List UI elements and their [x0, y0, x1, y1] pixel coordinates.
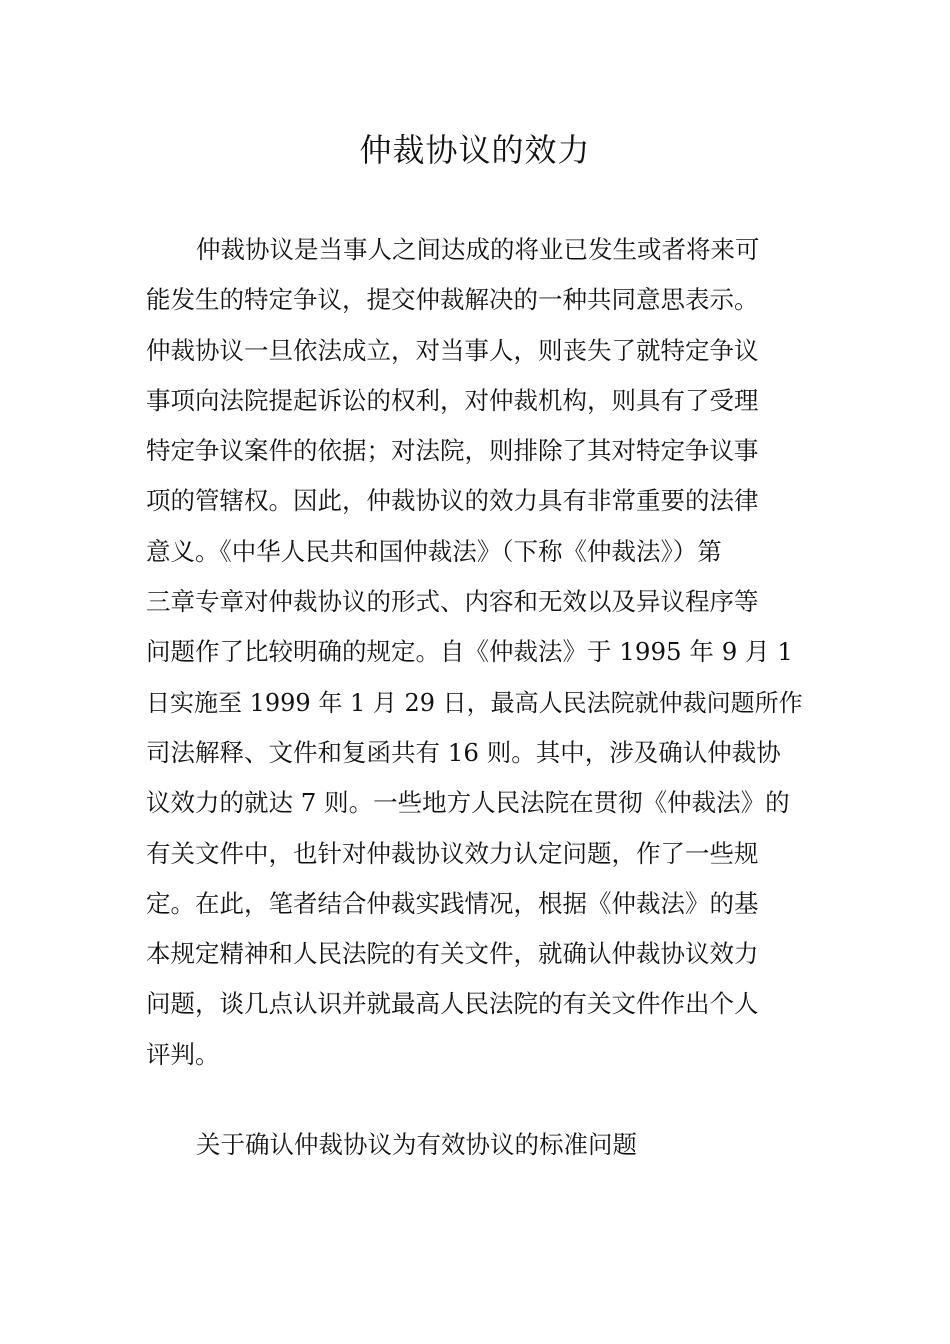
paragraph-line: 仲裁协议一旦依法成立，对当事人，则丧失了就特定争议 [146, 335, 759, 365]
paragraph-line: 特定争议案件的依据；对法院，则排除了其对特定争议事 [146, 436, 759, 466]
document-title: 仲裁协议的效力 [359, 131, 591, 169]
body-paragraph [146, 225, 808, 1080]
paragraph-line: 有关文件中，也针对仲裁协议效力认定问题，作了一些规 [146, 838, 759, 868]
paragraph-line: 项的管辖权。因此，仲裁协议的效力具有非常重要的法律 [146, 486, 759, 516]
paragraph-line: 意义。《中华人民共和国仲裁法》（下称《仲裁法》）第 [146, 536, 722, 566]
paragraph-line: 定。在此，笔者结合仲裁实践情况，根据《仲裁法》的基 [146, 888, 759, 918]
paragraph-line: 问题作了比较明确的规定。自《仲裁法》于 1995 年 9 月 1 [146, 637, 793, 667]
paragraph-line: 日实施至 1999 年 1 月 29 日，最高人民法院就仲裁问题所作 [146, 688, 803, 717]
paragraph-line: 本规定精神和人民法院的有关文件，就确认仲裁协议效力 [146, 939, 759, 969]
paragraph-line: 评判。 [146, 1039, 220, 1069]
paragraph-line: 司法解释、文件和复函共有 16 则。其中，涉及确认仲裁协 [146, 737, 781, 767]
paragraph-line: 问题，谈几点认识并就最高人民法院的有关文件作出个人 [146, 989, 759, 1019]
paragraph-line: 三章专章对仲裁协议的形式、内容和无效以及异议程序等 [146, 587, 759, 617]
paragraph-line: 事项向法院提起诉讼的权利，对仲裁机构，则具有了受理 [146, 385, 759, 415]
section-heading: 关于确认仲裁协议为有效协议的标准问题 [196, 1130, 637, 1159]
paragraph-line: 议效力的就达 7 则。一些地方人民法院在贯彻《仲裁法》的 [146, 788, 790, 818]
paragraph-line: 仲裁协议是当事人之间达成的将业已发生或者将来可 [196, 235, 760, 264]
paragraph-line: 能发生的特定争议，提交仲裁解决的一种共同意思表示。 [146, 285, 759, 315]
